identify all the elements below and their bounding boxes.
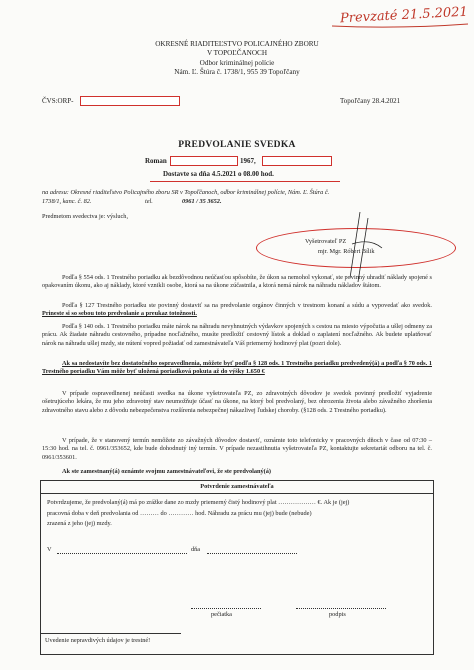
case-number-label: ČVS:ORP- xyxy=(42,97,74,105)
employer-box-body xyxy=(41,494,433,528)
appointment-address-line2: 1738/1, kanc. č. 82. xyxy=(42,198,92,205)
phone-number: 0961 / 35 3652. xyxy=(182,198,222,205)
date-label: dňa xyxy=(191,546,201,553)
redacted-surname xyxy=(170,156,238,166)
officer-role: Vyšetrovateľ PZ xyxy=(305,238,347,245)
redacted-birth-details xyxy=(262,156,332,166)
place-label: V xyxy=(47,546,52,553)
appointment-address-line1: na adresu: Okresné riaditeľstvo Policajného zboru SR v Topoľčanoch, odbor kriminálnej polície, Nám. Ľ. Štúra č. xyxy=(42,189,330,196)
bring-id-notice: Prineste si so sebou toto predvolanie a preukaz totožnosti. xyxy=(42,310,197,318)
paragraph-reimbursement: Podľa § 140 ods. 1 Trestného poriadku máte nárok na náhradu nevyhnutných výdavkov spojených s cestou na miesto výpočutia a ušlej odmeny za prácu. Ak žiadate náhradu cestovného, prípadne nocľažného, musíte predložiť cestovný lístok a doklad o zaplatení nocľažného. Ak budete uplatňovať nárok na náhradu ušlej mzdy, ste nútení vopred požiadať od zamestnávateľa Váš priemerný hodinový plat (pozri dole). xyxy=(42,323,432,347)
false-statement-warning: Uvedenie nepravdivých údajov je trestné! xyxy=(41,633,181,648)
stamp-field[interactable] xyxy=(191,608,261,609)
paragraph-penalty: Ak sa nedostavíte bez dostatočného ospravedlnenia, môžete byť podľa § 128 ods. 1 Trestného poriadku predvedený(á) a podľa § 70 ods. 1 Trestného poriadku Vám môže byť uložená poriadková pokuta až do výšky 1.650 € xyxy=(42,360,432,376)
signature-label: podpis xyxy=(329,611,346,618)
paragraph-costs: Podľa § 554 ods. 1 Trestného poriadku ak bezdôvodnou neúčasťou spôsobíte, že úkon sa nemohol vykonať, ste povinný uhradiť náklady spojené s opakovaním úkonu, ako aj náklady, ktoré vznikli osobe, ktorá sa na úkone zúčastnila, a ktorá nemá nárok na náhradu nákladov štátom. xyxy=(42,274,432,290)
signature-field[interactable] xyxy=(296,608,386,609)
document-title: PREDVOLANIE SVEDKA xyxy=(178,140,296,150)
employer-box-heading: Potvrdenie zamestnávateľa xyxy=(41,481,433,494)
testimony-subject: Predmetom svedectva je: výsluch, xyxy=(42,213,129,220)
employer-box-line2: pracovná doba v deň predvolania od ……… do ………… hod. Náhradu za prácu mu (jej) bude (nebude) xyxy=(47,509,312,517)
paragraph-reschedule: V prípade, že v stanovený termín nemôžete zo závažných dôvodov dostaviť, oznámte toto telefonicky v pracovných dňoch v čase od 07:30 – 15:30 hod. na tel. č. 0961/353652, kde bude dohodnutý iný termín. V prípade nezastihnutia vyšetrovateľa PZ, kontaktujte sekretariát odboru na tel. č. 0961/353601. xyxy=(42,437,432,461)
employer-notice: Ak ste zamestnaný(á) oznámte svojmu zamestnávateľovi, že ste predvolaný(á) xyxy=(62,468,272,475)
org-city: V TOPOĽČANOCH xyxy=(206,49,268,58)
stamp-label: pečiatka xyxy=(211,611,232,618)
redacted-case-number xyxy=(80,96,180,106)
recipient-birth-year: 1967, xyxy=(240,157,256,165)
officer-name: mjr. Mgr. Róbert Bílik xyxy=(318,248,375,255)
recipient-first-name: Roman xyxy=(145,157,167,165)
org-dept: Odbor kriminálnej polície xyxy=(199,58,275,67)
paragraph-obligation xyxy=(42,302,432,319)
paragraph-medical-excuse: V prípade ospravedlnenej neúčasti svedka na úkone vyšetrovateľa PZ, zo zdravotných dôvodov je svedok povinný predložiť vyjadrenie ošetrujúceho lekára, že mu jeho zdravotný stav neumožňuje účasť na úkone, na ktorý bol predvolaný, bez ohrozenia života alebo závažného zhoršenia zdravotného stavu alebo z dôvodu nebezpečenstva rozšírenia nebezpečnej nákazlivej ľudskej choroby. (§128 ods. 2 Trestného poriadku). xyxy=(42,390,432,414)
summon-underline xyxy=(150,181,340,182)
obligation-text: Podľa § 127 Trestného poriadku ste povinný dostaviť sa na predvolanie orgánov činných v trestnom konaní a súdu a vypovedať ako svedok. xyxy=(62,302,432,309)
date-field[interactable] xyxy=(207,553,297,554)
org-name: OKRESNÉ RIADITEĽSTVO POLICAJNÉHO ZBORU xyxy=(155,40,319,48)
phone-label: tel. xyxy=(145,198,153,205)
received-handwritten-note: Prevzaté 21.5.2021 xyxy=(339,4,469,27)
employer-box-line3: zrazená z jeho (jej) mzdy. xyxy=(47,519,112,527)
handwritten-underline xyxy=(330,20,470,30)
employer-box-line1: Potvrdzujeme, že predvolaný(á) má po zrážke dane zo mzdy priemerný čistý hodinový plat ……………… €. Ak je (jej) xyxy=(47,499,350,507)
org-address: Nám. Ľ. Štúra č. 1738/1, 955 39 Topoľčany xyxy=(174,67,300,76)
place-field[interactable] xyxy=(57,553,187,554)
summon-date: Dostavte sa dňa 4.5.2021 o 08.00 hod. xyxy=(163,170,274,178)
document-date: Topoľčany 28.4.2021 xyxy=(340,97,401,105)
letterhead xyxy=(80,40,394,77)
employer-confirmation-box xyxy=(40,480,434,655)
